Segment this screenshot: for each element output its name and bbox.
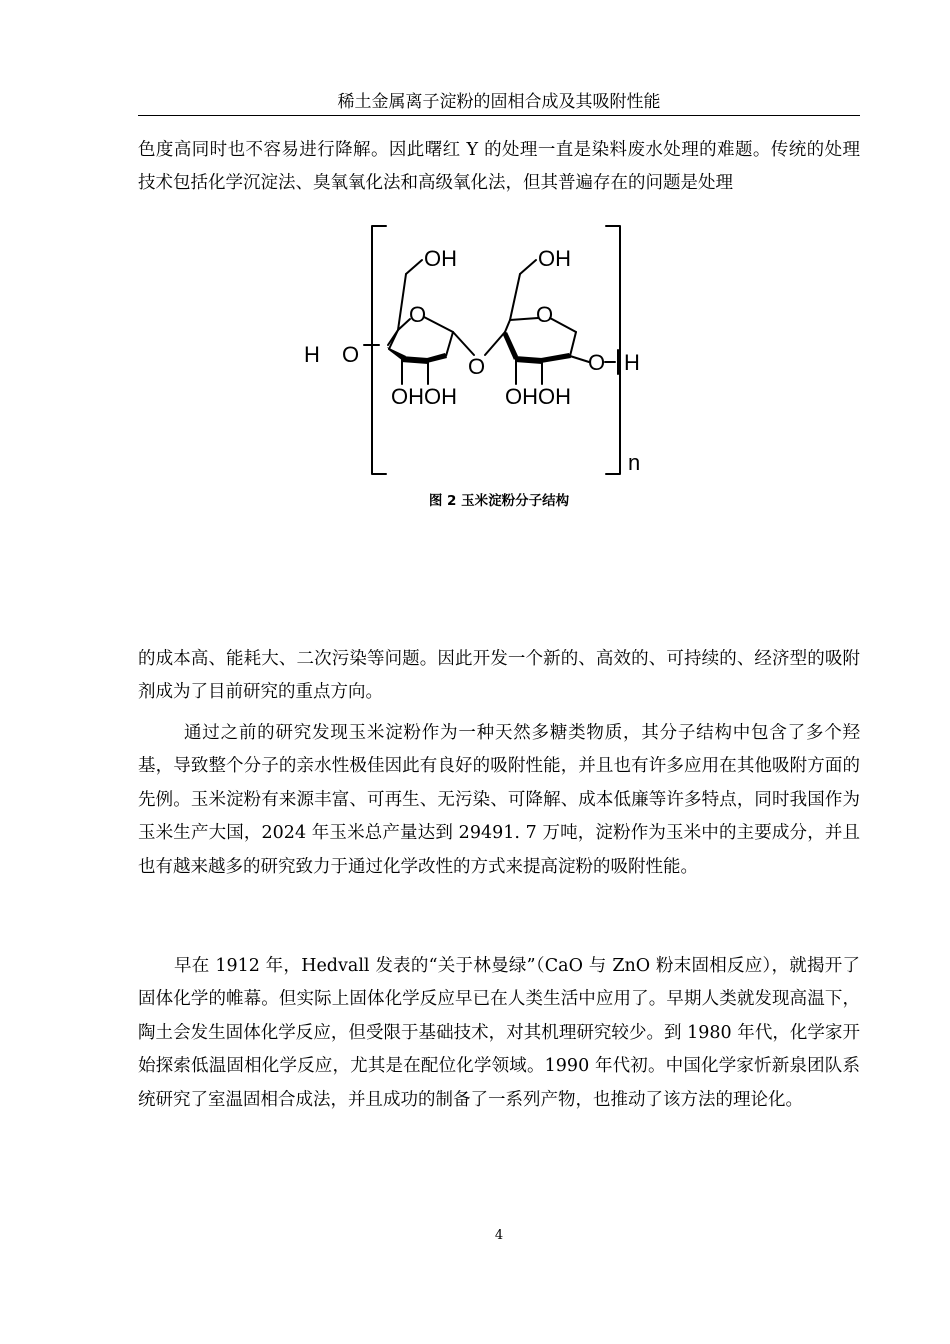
label-h-right: H xyxy=(624,350,640,375)
label-oh-top-left: OH xyxy=(424,246,457,271)
label-o-right: O xyxy=(588,350,606,375)
running-header-title: 稀土金属离子淀粉的固相合成及其吸附性能 xyxy=(337,92,661,112)
label-subscript-n: n xyxy=(628,450,641,475)
label-oh-top-right: OH xyxy=(538,246,571,271)
label-o-left: O xyxy=(342,342,360,367)
page-number: 4 xyxy=(494,1228,504,1243)
left-bracket xyxy=(372,226,386,474)
label-ring-o-right: O xyxy=(536,302,554,327)
starch-structure-figure xyxy=(298,222,658,482)
label-ring-o-left: O xyxy=(409,302,427,327)
paragraph-continued-top: 色度高同时也不容易进行降解。因此曙红 Y 的处理一直是染料废水处理的难题。传统的处理技术包括化学沉淀法、臭氧氧化法和高级氧化法，但其普遍存在的问题是处理 xyxy=(138,140,860,194)
paragraph-solid-state-history: 早在 1912 年，Hedvall 发表的“关于林曼绿”（CaO 与 ZnO 粉末固相反应），就揭开了固体化学的帷幕。但实际上固体化学反应早已在人类生活中应用了。早期人类就发现高温下，陶土会发生固体化学反应，但受限于基础技术，对其机理研究较少。到 1980 年代，化学家开始探索低温固相化学反应，尤其是在配位化学领域。1990 年代初。中国化学家忻新泉团队系统研究了室温固相合成法，并且成功的制备了一系列产物，也推动了该方法的理论化。 xyxy=(138,956,860,1110)
label-ohoh-left: OHOH xyxy=(391,384,457,409)
paragraph-continued-bottom: 的成本高、能耗大、二次污染等问题。因此开发一个新的、高效的、可持续的、经济型的吸附剂成为了目前研究的重点方向。 xyxy=(138,649,860,703)
label-h-left: H xyxy=(304,342,320,367)
header-rule xyxy=(138,115,860,116)
figure-caption: 图 2 玉米淀粉分子结构 xyxy=(428,493,570,509)
paragraph-corn-starch: 通过之前的研究发现玉米淀粉作为一种天然多糖类物质，其分子结构中包含了多个羟基，导致整个分子的亲水性极佳因此有良好的吸附性能，并且也有许多应用在其他吸附方面的先例。玉米淀粉有来源丰富、可再生、无污染、可降解、成本低廉等许多特点，同时我国作为玉米生产大国，2024 年玉米总产量达到 29491. 7 万吨，淀粉作为玉米中的主要成分，并且也有越来越多的研究致力于通过化学改性的方式来提高淀粉的吸附性能。 xyxy=(138,723,860,877)
label-glycosidic-o: O xyxy=(468,354,486,379)
label-ohoh-right: OHOH xyxy=(505,384,571,409)
